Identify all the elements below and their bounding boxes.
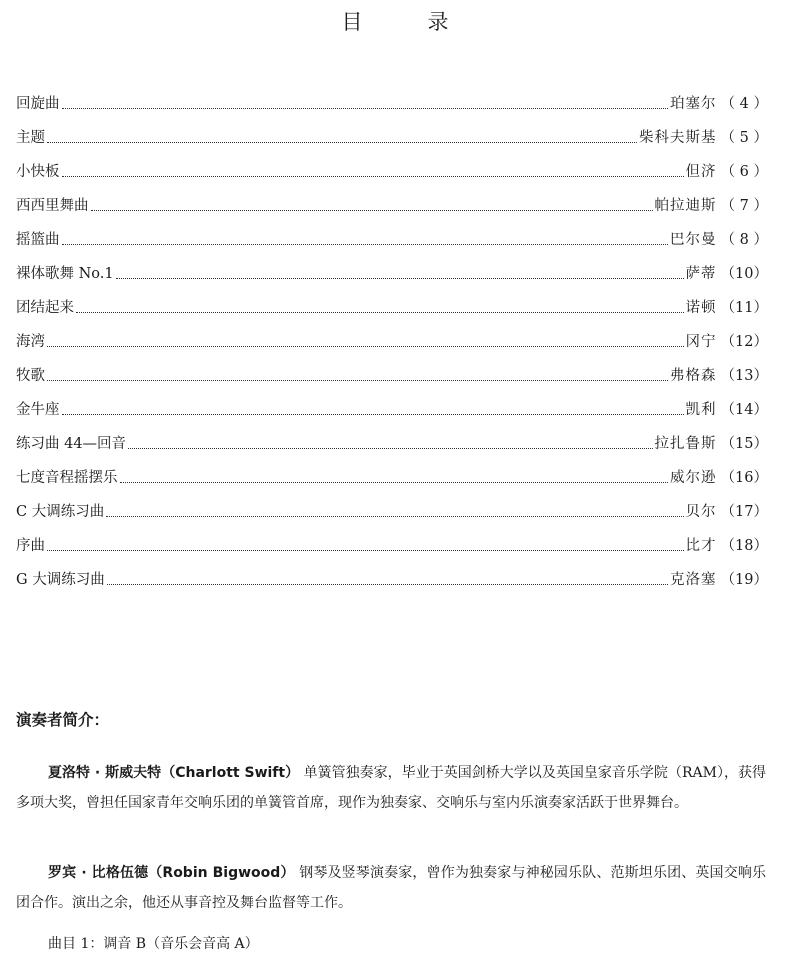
toc-entry (16, 354, 768, 388)
toc-leader-dots (47, 142, 637, 143)
toc-entry-title: 序曲 (16, 538, 45, 554)
toc-entry (16, 388, 768, 422)
toc-leader-dots (120, 482, 669, 483)
toc-entry (16, 150, 768, 184)
toc-entry-composer: 贝尔 (685, 504, 717, 520)
toc-entry (16, 218, 768, 252)
toc-entry-page: （ 7 ） (720, 198, 768, 214)
toc-entry-composer: 萨蒂 (685, 266, 717, 282)
performer-description: 钢琴及竖琴演奏家，曾作为独奏家与神秘园乐队、范斯坦乐团、英国交响乐团合作。演出之余，他还从事音控及舞台监督等工作。 (16, 865, 766, 911)
toc-leader-dots (116, 278, 684, 279)
table-of-contents (16, 82, 768, 592)
toc-entry-page: （10） (720, 266, 768, 282)
performer-bio-bigwood (16, 858, 766, 918)
toc-leader-dots (62, 244, 669, 245)
performer-bio-swift (16, 758, 766, 818)
toc-entry-page: （18） (720, 538, 768, 554)
toc-entry-composer: 比才 (685, 538, 717, 554)
toc-leader-dots (76, 312, 684, 313)
toc-entry (16, 320, 768, 354)
toc-entry-page: （17） (720, 504, 768, 520)
toc-leader-dots (47, 550, 684, 551)
toc-leader-dots (106, 516, 683, 517)
toc-leader-dots (47, 380, 668, 381)
toc-entry-page: （15） (720, 436, 768, 452)
toc-entry-page: （13） (720, 368, 768, 384)
toc-entry-page: （11） (720, 300, 768, 316)
toc-leader-dots (62, 176, 684, 177)
toc-entry-title: 回旋曲 (16, 96, 60, 112)
toc-entry-composer: 拉扎鲁斯 (654, 436, 717, 452)
toc-entry-title: 主题 (16, 130, 45, 146)
toc-entry (16, 422, 768, 456)
toc-entry-page: （14） (720, 402, 768, 418)
toc-entry-title: 练习曲 44—回音 (16, 436, 127, 452)
toc-entry-title: G 大调练习曲 (16, 572, 105, 588)
toc-entry-composer: 弗格森 (670, 368, 717, 384)
toc-leader-dots (91, 210, 653, 211)
track-note: 曲目 1：调音 B（音乐会音高 A） (48, 936, 259, 952)
toc-entry (16, 490, 768, 524)
toc-entry-title: 海湾 (16, 334, 45, 350)
toc-entry-page: （12） (720, 334, 768, 350)
toc-leader-dots (47, 346, 684, 347)
toc-entry (16, 252, 768, 286)
toc-entry-composer: 但济 (685, 164, 717, 180)
toc-entry (16, 116, 768, 150)
toc-leader-dots (62, 108, 669, 109)
toc-entry-composer: 克洛塞 (670, 572, 717, 588)
toc-entry-title: 小快板 (16, 164, 60, 180)
toc-entry-composer: 凯利 (685, 402, 717, 418)
toc-entry-composer: 珀塞尔 (670, 96, 717, 112)
toc-entry-page: （ 4 ） (720, 96, 768, 112)
toc-entry (16, 456, 768, 490)
toc-leader-dots (107, 584, 668, 585)
toc-entry (16, 524, 768, 558)
performer-description: 单簧管独奏家，毕业于英国剑桥大学以及英国皇家音乐学院（RAM），获得多项大奖，曾担任国家青年交响乐团的单簧管首席，现作为独奏家、交响乐与室内乐演奏家活跃于世界舞台。 (16, 765, 767, 811)
toc-entry-page: （ 5 ） (720, 130, 768, 146)
toc-entry-title: 金牛座 (16, 402, 60, 418)
toc-entry-composer: 巴尔曼 (670, 232, 717, 248)
toc-entry-page: （19） (720, 572, 768, 588)
toc-entry-composer: 威尔逊 (670, 470, 717, 486)
toc-entry-title: C 大调练习曲 (16, 504, 105, 520)
performers-heading: 演奏者简介： (16, 711, 110, 729)
toc-entry-page: （ 6 ） (720, 164, 768, 180)
toc-entry (16, 82, 768, 116)
toc-entry-title: 西西里舞曲 (16, 198, 89, 214)
toc-entry-composer: 帕拉迪斯 (654, 198, 717, 214)
toc-entry-title: 团结起来 (16, 300, 74, 316)
toc-entry-title: 七度音程摇摆乐 (16, 470, 118, 486)
toc-entry-composer: 冈宁 (685, 334, 717, 350)
toc-entry (16, 558, 768, 592)
toc-entry-title: 牧歌 (16, 368, 45, 384)
toc-entry (16, 184, 768, 218)
performer-name: 夏洛特 · 斯威夫特（Charlott Swift） (48, 765, 300, 781)
performer-name: 罗宾 · 比格伍德（Robin Bigwood） (48, 865, 295, 881)
toc-leader-dots (128, 448, 652, 449)
toc-leader-dots (62, 414, 684, 415)
toc-entry-composer: 柴科夫斯基 (639, 130, 717, 146)
page-title: 目 录 (341, 10, 471, 34)
toc-entry-page: （16） (720, 470, 768, 486)
toc-entry-composer: 诺顿 (685, 300, 717, 316)
toc-entry-page: （ 8 ） (720, 232, 768, 248)
toc-entry (16, 286, 768, 320)
toc-entry-title: 摇篮曲 (16, 232, 60, 248)
toc-entry-title: 裸体歌舞 No.1 (16, 266, 114, 282)
